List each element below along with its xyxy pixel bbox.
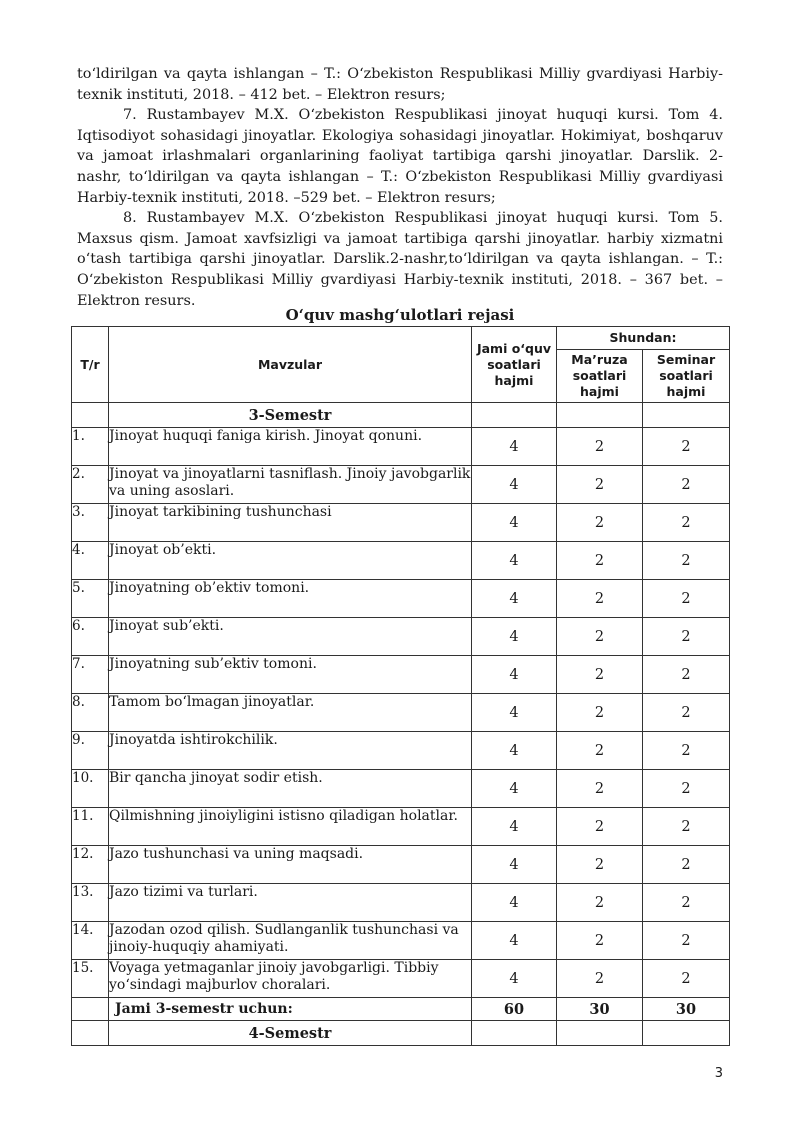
reference-item-7: 7. Rustambayev M.X. O‘zbekiston Respublikasi jinoyat huquqi kursi. Tom 4. Iqtisodiyot sohasidagi jinoyatlar. Ekologiya sohasidagi jinoyatlar. Hokimiyat, boshqaruv va jamoat irlashmalari organlarining faoliyat tartibiga qarshi jinoyatlar. Darslik. 2-nashr, to‘ldirilgan va qayta ishlangan – T.: O‘zbekiston Respublikasi Milliy gvardiyasi Harbiy-texnik instituti, 2018. –529 bet. – Elektron resurs; [77,107,723,206]
row-topic: Jazodan ozod qilish. Sudlanganlik tushunchasi va jinoiy-huquqiy ahamiyati. [109,922,472,960]
row-total-hours: 4 [472,808,557,846]
row-number: 8. [72,694,109,732]
row-total-hours: 4 [472,922,557,960]
row-seminar-hours: 2 [643,542,730,580]
table-row [72,884,730,922]
row-total-hours: 4 [472,694,557,732]
semester-row [72,1021,730,1046]
table-row [72,542,730,580]
header-topic: Mavzular [109,327,472,403]
table-row [72,960,730,998]
row-seminar-hours: 2 [643,618,730,656]
row-topic: Qilmishning jinoiyligini istisno qiladigan holatlar. [109,808,472,846]
header-num: T/r [72,327,109,403]
row-topic: Tamom bo‘lmagan jinoyatlar. [109,694,472,732]
row-number: 9. [72,732,109,770]
table-row [72,694,730,732]
row-topic: Jinoyatning sub’ektiv tomoni. [109,656,472,694]
row-total-hours: 4 [472,656,557,694]
row-seminar-hours: 2 [643,732,730,770]
row-lecture-hours: 2 [557,428,643,466]
row-number: 7. [72,656,109,694]
total-row-label: Jami 3-semestr uchun: [109,998,472,1021]
header-total-hours: Jami o‘quv soatlari hajmi [472,327,557,403]
row-lecture-hours: 2 [557,542,643,580]
row-total-hours: 4 [472,770,557,808]
row-lecture-hours: 2 [557,732,643,770]
page-number: 3 [714,1066,723,1081]
row-lecture-hours: 2 [557,504,643,542]
table-row [72,656,730,694]
semester-4-label: 4-Semestr [109,1021,472,1046]
row-lecture-hours: 2 [557,846,643,884]
total-row-empty [72,998,109,1021]
row-seminar-hours: 2 [643,922,730,960]
row-topic: Jinoyat tarkibining tushunchasi [109,504,472,542]
row-number: 12. [72,846,109,884]
row-topic: Jazo tizimi va turlari. [109,884,472,922]
table-row [72,732,730,770]
row-total-hours: 4 [472,846,557,884]
table-row [72,504,730,542]
row-seminar-hours: 2 [643,466,730,504]
row-seminar-hours: 2 [643,504,730,542]
row-topic: Jinoyat va jinoyatlarni tasniflash. Jinoiy javobgarlik va uning asoslari. [109,466,472,504]
row-total-hours: 4 [472,960,557,998]
row-lecture-hours: 2 [557,884,643,922]
row-seminar-hours: 2 [643,770,730,808]
row-seminar-hours: 2 [643,580,730,618]
table-row [72,580,730,618]
row-topic: Jinoyat huquqi faniga kirish. Jinoyat qonuni. [109,428,472,466]
row-total-hours: 4 [472,428,557,466]
row-topic: Jinoyatda ishtirokchilik. [109,732,472,770]
row-seminar-hours: 2 [643,694,730,732]
row-topic: Voyaga yetmaganlar jinoiy javobgarligi. Tibbiy yo‘sindagi majburlov choralari. [109,960,472,998]
row-total-hours: 4 [472,542,557,580]
table-row [72,618,730,656]
row-total-hours: 4 [472,504,557,542]
row-number: 2. [72,466,109,504]
row-number: 1. [72,428,109,466]
row-lecture-hours: 2 [557,808,643,846]
header-lecture-hours: Ma’ruza soatlari hajmi [557,350,643,403]
reference-continuation: to‘ldirilgan va qayta ishlangan – T.: O‘zbekiston Respublikasi Milliy gvardiyasi Harbiy-texnik instituti, 2018. – 412 bet. – Elektron resurs; [77,66,723,103]
total-row-seminar-hours: 30 [643,998,730,1021]
header-group: Shundan: [557,327,730,350]
table-row [72,922,730,960]
references-section [77,64,723,311]
row-number: 10. [72,770,109,808]
row-number: 11. [72,808,109,846]
table-row [72,770,730,808]
row-total-hours: 4 [472,732,557,770]
row-lecture-hours: 2 [557,922,643,960]
row-lecture-hours: 2 [557,580,643,618]
row-lecture-hours: 2 [557,466,643,504]
total-row-lecture-hours: 30 [557,998,643,1021]
total-row [72,998,730,1021]
row-number: 15. [72,960,109,998]
row-topic: Jinoyat sub’ekti. [109,618,472,656]
table-row [72,808,730,846]
row-number: 3. [72,504,109,542]
total-row-total-hours: 60 [472,998,557,1021]
row-seminar-hours: 2 [643,884,730,922]
row-seminar-hours: 2 [643,656,730,694]
semester-3-label: 3-Semestr [109,403,472,428]
row-number: 6. [72,618,109,656]
row-number: 13. [72,884,109,922]
row-number: 4. [72,542,109,580]
row-topic: Jazo tushunchasi va uning maqsadi. [109,846,472,884]
row-lecture-hours: 2 [557,618,643,656]
row-number: 14. [72,922,109,960]
row-total-hours: 4 [472,618,557,656]
table-title: O‘quv mashg‘ulotlari rejasi [285,306,515,324]
row-topic: Jinoyatning ob’ektiv tomoni. [109,580,472,618]
row-lecture-hours: 2 [557,770,643,808]
row-seminar-hours: 2 [643,808,730,846]
row-total-hours: 4 [472,884,557,922]
row-lecture-hours: 2 [557,694,643,732]
row-number: 5. [72,580,109,618]
row-topic: Bir qancha jinoyat sodir etish. [109,770,472,808]
table-row [72,846,730,884]
semester-row [72,403,730,428]
table-row [72,466,730,504]
row-topic: Jinoyat ob’ekti. [109,542,472,580]
row-lecture-hours: 2 [557,960,643,998]
row-total-hours: 4 [472,580,557,618]
row-lecture-hours: 2 [557,656,643,694]
row-total-hours: 4 [472,466,557,504]
reference-item-8: 8. Rustambayev M.X. O‘zbekiston Respublikasi jinoyat huquqi kursi. Tom 5. Maxsus qism. Jamoat xavfsizligi va jamoat tartibiga qarshi jinoyatlar. harbiy xizmatni o‘tash tartibiga qarshi jinoyatlar. Darslik.2-nashr,to‘ldirilgan va qayta ishlangan. – T.: O‘zbekiston Respublikasi Milliy gvardiyasi Harbiy-texnik instituti, 2018. – 367 bet. – Elektron resurs. [77,210,723,309]
row-seminar-hours: 2 [643,428,730,466]
training-plan-table [71,326,730,1046]
row-seminar-hours: 2 [643,960,730,998]
table-row [72,428,730,466]
header-seminar-hours: Seminar soatlari hajmi [643,350,730,403]
row-seminar-hours: 2 [643,846,730,884]
